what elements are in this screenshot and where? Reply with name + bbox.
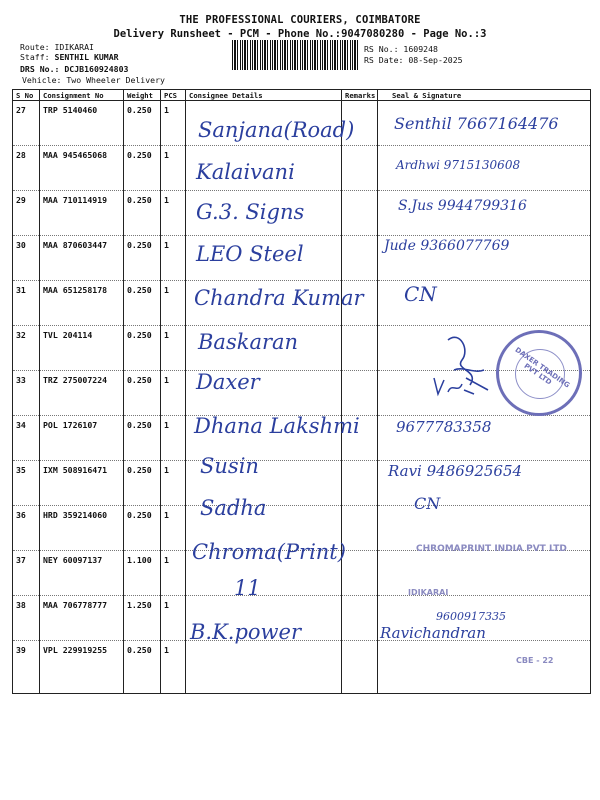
weight-cell: 0.250 bbox=[124, 506, 161, 551]
consignment-cell: VPL 229919255 bbox=[40, 641, 124, 694]
sno-cell: 31 bbox=[13, 281, 40, 326]
handwritten-signature: 9677783358 bbox=[396, 418, 492, 436]
table-header-row bbox=[13, 90, 591, 101]
city-stamp: CBE - 22 bbox=[516, 656, 554, 665]
remarks-cell bbox=[342, 596, 378, 641]
weight-cell: 1.250 bbox=[124, 596, 161, 641]
rs-number: RS No.: 1609248 bbox=[364, 44, 438, 54]
signature-cell bbox=[378, 641, 591, 694]
handwritten-consignee: Susin bbox=[200, 454, 259, 478]
consignment-cell: MAA 706778777 bbox=[40, 596, 124, 641]
handwritten-consignee: LEO Steel bbox=[196, 242, 304, 266]
sno-cell: 34 bbox=[13, 416, 40, 461]
pcs-cell: 1 bbox=[161, 551, 186, 596]
handwritten-signature: Senthil 7667164476 bbox=[394, 114, 559, 133]
remarks-cell bbox=[342, 326, 378, 371]
handwritten-consignee: B.K.power bbox=[190, 620, 301, 644]
vehicle-label: Vehicle: Two Wheeler Delivery bbox=[22, 75, 165, 85]
handwritten-consignee: 11 bbox=[234, 576, 261, 600]
pcs-cell: 1 bbox=[161, 416, 186, 461]
handwritten-consignee: Sadha bbox=[200, 496, 267, 520]
sno-cell: 30 bbox=[13, 236, 40, 281]
drs-value: DCJB160924803 bbox=[64, 64, 129, 74]
scribble-signature bbox=[430, 372, 480, 400]
remarks-cell bbox=[342, 461, 378, 506]
drs-line bbox=[20, 64, 128, 74]
col-header-weight: Weight bbox=[124, 90, 161, 101]
pcs-cell: 1 bbox=[161, 101, 186, 146]
handwritten-consignee: Chroma(Print) bbox=[192, 540, 346, 564]
idikarai-stamp: IDIKARAI bbox=[408, 588, 449, 597]
consignment-cell: POL 1726107 bbox=[40, 416, 124, 461]
weight-cell: 1.100 bbox=[124, 551, 161, 596]
staff-label: Staff: bbox=[20, 52, 50, 62]
col-header-pcs: PCS bbox=[161, 90, 186, 101]
pcs-cell: 1 bbox=[161, 146, 186, 191]
col-header-remarks: Remarks bbox=[342, 90, 378, 101]
consignment-cell: TVL 204114 bbox=[40, 326, 124, 371]
pcs-cell: 1 bbox=[161, 641, 186, 694]
weight-cell: 0.250 bbox=[124, 236, 161, 281]
col-header-sno: S No bbox=[13, 90, 40, 101]
sno-cell: 35 bbox=[13, 461, 40, 506]
consignment-cell: MAA 710114919 bbox=[40, 191, 124, 236]
handwritten-consignee: Sanjana(Road) bbox=[198, 118, 355, 142]
consignment-cell: MAA 945465068 bbox=[40, 146, 124, 191]
sno-cell: 29 bbox=[13, 191, 40, 236]
remarks-cell bbox=[342, 191, 378, 236]
remarks-cell bbox=[342, 641, 378, 694]
pcs-cell: 1 bbox=[161, 326, 186, 371]
table-row bbox=[13, 641, 591, 694]
staff-line bbox=[20, 52, 119, 62]
handwritten-signature: CN bbox=[414, 494, 441, 513]
rs-date: RS Date: 08-Sep-2025 bbox=[364, 55, 463, 65]
sno-cell: 39 bbox=[13, 641, 40, 694]
handwritten-consignee: Chandra Kumar bbox=[194, 286, 364, 310]
consignment-cell: MAA 870603447 bbox=[40, 236, 124, 281]
weight-cell: 0.250 bbox=[124, 641, 161, 694]
remarks-cell bbox=[342, 551, 378, 596]
handwritten-signature: Jude 9366077769 bbox=[384, 238, 510, 254]
chroma-stamp: CHROMAPRINT INDIA PVT LTD bbox=[416, 544, 567, 554]
handwritten-consignee: Baskaran bbox=[198, 330, 299, 354]
remarks-cell bbox=[342, 506, 378, 551]
handwritten-consignee: Daxer bbox=[196, 370, 260, 394]
col-header-consignment: Consignment No bbox=[40, 90, 124, 101]
runsheet-subtitle: Delivery Runsheet - PCM - Phone No.:9047080280 - Page No.:3 bbox=[113, 28, 487, 40]
remarks-cell bbox=[342, 146, 378, 191]
handwritten-signature: Ardhwi 9715130608 bbox=[396, 158, 521, 172]
daxer-seal bbox=[496, 330, 582, 416]
pcs-cell: 1 bbox=[161, 506, 186, 551]
weight-cell: 0.250 bbox=[124, 461, 161, 506]
weight-cell: 0.250 bbox=[124, 326, 161, 371]
consignee-cell bbox=[186, 641, 342, 694]
handwritten-consignee: Kalaivani bbox=[196, 160, 295, 184]
handwritten-signature: 9600917335 bbox=[436, 610, 506, 623]
consignment-cell: TRZ 275007224 bbox=[40, 371, 124, 416]
weight-cell: 0.250 bbox=[124, 101, 161, 146]
pcs-cell: 1 bbox=[161, 596, 186, 641]
handwritten-signature: S.Jus 9944799316 bbox=[398, 198, 527, 214]
company-title: THE PROFESSIONAL COURIERS, COIMBATORE bbox=[179, 14, 421, 26]
weight-cell: 0.250 bbox=[124, 191, 161, 236]
pcs-cell: 1 bbox=[161, 461, 186, 506]
route-label: Route: IDIKARAI bbox=[20, 42, 94, 52]
pcs-cell: 1 bbox=[161, 236, 186, 281]
sno-cell: 27 bbox=[13, 101, 40, 146]
pcs-cell: 1 bbox=[161, 371, 186, 416]
handwritten-signature: Ravichandran bbox=[380, 624, 486, 642]
weight-cell: 0.250 bbox=[124, 281, 161, 326]
sno-cell: 37 bbox=[13, 551, 40, 596]
handwritten-signature: CN bbox=[404, 282, 437, 306]
consignment-cell: NEY 60097137 bbox=[40, 551, 124, 596]
drs-label: DRS No.: bbox=[20, 64, 60, 74]
seal-text: DAXER TRADING PVT LTD bbox=[513, 345, 572, 390]
pcs-cell: 1 bbox=[161, 281, 186, 326]
handwritten-consignee: G.3. Signs bbox=[196, 200, 305, 224]
pcs-cell: 1 bbox=[161, 191, 186, 236]
handwritten-consignee: Dhana Lakshmi bbox=[194, 414, 360, 438]
consignment-cell: IXM 508916471 bbox=[40, 461, 124, 506]
staff-value: SENTHIL KUMAR bbox=[54, 52, 119, 62]
sno-cell: 36 bbox=[13, 506, 40, 551]
remarks-cell bbox=[342, 371, 378, 416]
consignment-cell: MAA 651258178 bbox=[40, 281, 124, 326]
consignment-cell: HRD 359214060 bbox=[40, 506, 124, 551]
weight-cell: 0.250 bbox=[124, 416, 161, 461]
sno-cell: 38 bbox=[13, 596, 40, 641]
sno-cell: 32 bbox=[13, 326, 40, 371]
weight-cell: 0.250 bbox=[124, 146, 161, 191]
consignment-cell: TRP 5140460 bbox=[40, 101, 124, 146]
sno-cell: 33 bbox=[13, 371, 40, 416]
handwritten-signature: Ravi 9486925654 bbox=[388, 462, 523, 480]
weight-cell: 0.250 bbox=[124, 371, 161, 416]
remarks-cell bbox=[342, 236, 378, 281]
barcode bbox=[232, 40, 360, 70]
col-header-signature: Seal & Signature bbox=[378, 90, 591, 101]
col-header-consignee: Consignee Details bbox=[186, 90, 342, 101]
sno-cell: 28 bbox=[13, 146, 40, 191]
